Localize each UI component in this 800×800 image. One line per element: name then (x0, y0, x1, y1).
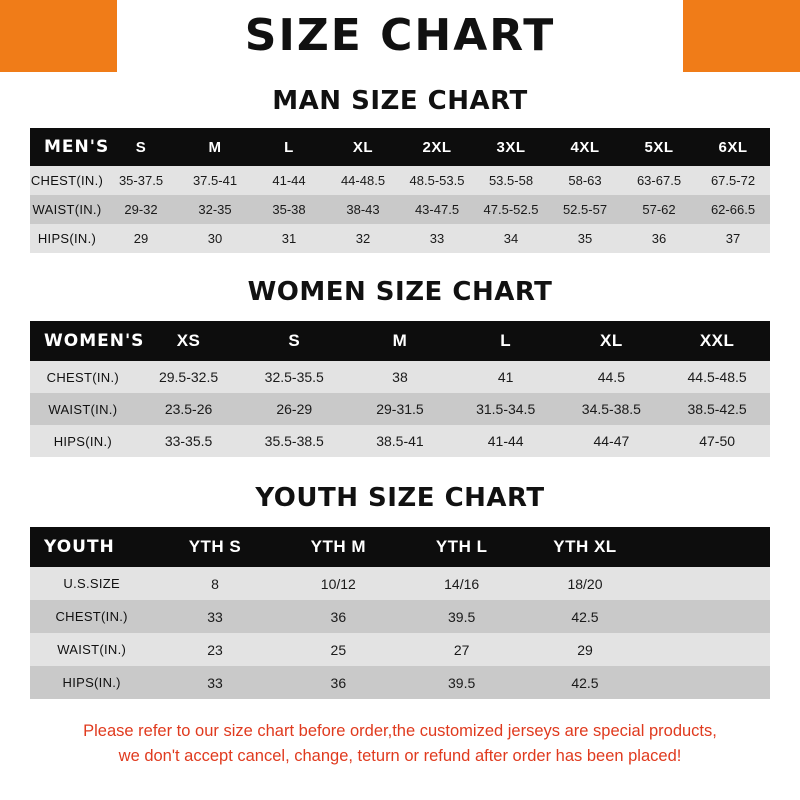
youth-corner-label: YOUTH (30, 527, 153, 567)
table-cell: 31 (252, 224, 326, 253)
man-col-m: M (178, 128, 252, 166)
table-row (30, 425, 770, 457)
man-col-4xl: 4XL (548, 128, 622, 166)
women-col-xs: XS (136, 321, 242, 361)
table-cell: 37.5-41 (178, 166, 252, 195)
women-col-xxl: XXL (664, 321, 770, 361)
table-cell: 57-62 (622, 195, 696, 224)
women-col-l: L (453, 321, 559, 361)
women-row-label-chest: CHEST(IN.) (30, 361, 136, 393)
table-cell-spacer (647, 600, 770, 633)
youth-chart-wrap (0, 527, 800, 699)
table-cell: 25 (277, 633, 400, 666)
table-cell: 52.5-57 (548, 195, 622, 224)
table-cell: 18/20 (523, 567, 646, 600)
table-cell: 33 (400, 224, 474, 253)
table-cell: 37 (696, 224, 770, 253)
man-col-l: L (252, 128, 326, 166)
table-cell-spacer (647, 567, 770, 600)
table-cell: 33-35.5 (136, 425, 242, 457)
table-cell-spacer (647, 666, 770, 699)
table-cell: 27 (400, 633, 523, 666)
women-col-m: M (347, 321, 453, 361)
women-corner-label: WOMEN'S (30, 321, 136, 361)
table-cell: 31.5-34.5 (453, 393, 559, 425)
table-cell: 38.5-41 (347, 425, 453, 457)
table-cell: 29 (104, 224, 178, 253)
table-cell: 32.5-35.5 (241, 361, 347, 393)
header-banner (0, 0, 800, 72)
man-col-xl: XL (326, 128, 400, 166)
women-row-label-waist: WAIST(IN.) (30, 393, 136, 425)
table-cell: 38-43 (326, 195, 400, 224)
table-row (30, 666, 770, 699)
table-cell: 44-47 (559, 425, 665, 457)
table-row (30, 567, 770, 600)
table-row (30, 224, 770, 253)
table-cell: 44.5-48.5 (664, 361, 770, 393)
table-header-row (30, 321, 770, 361)
table-cell: 38 (347, 361, 453, 393)
table-cell: 41 (453, 361, 559, 393)
table-cell: 35-37.5 (104, 166, 178, 195)
table-cell: 35-38 (252, 195, 326, 224)
youth-table-header (30, 527, 770, 567)
table-row (30, 195, 770, 224)
table-cell: 62-66.5 (696, 195, 770, 224)
table-cell: 47-50 (664, 425, 770, 457)
page-title: SIZE CHART (244, 10, 556, 61)
table-row (30, 633, 770, 666)
man-col-s: S (104, 128, 178, 166)
table-cell: 29.5-32.5 (136, 361, 242, 393)
table-cell: 14/16 (400, 567, 523, 600)
man-size-table (30, 128, 770, 253)
table-cell: 29-32 (104, 195, 178, 224)
table-row (30, 600, 770, 633)
man-row-label-waist: WAIST(IN.) (30, 195, 104, 224)
youth-col-s: YTH S (153, 527, 276, 567)
man-col-2xl: 2XL (400, 128, 474, 166)
women-row-label-hips: HIPS(IN.) (30, 425, 136, 457)
women-chart-wrap (0, 321, 800, 457)
man-row-label-chest: CHEST(IN.) (30, 166, 104, 195)
table-header-row (30, 527, 770, 567)
man-corner-label: MEN'S (30, 128, 104, 166)
table-cell: 44.5 (559, 361, 665, 393)
table-cell: 48.5-53.5 (400, 166, 474, 195)
table-cell: 35 (548, 224, 622, 253)
table-cell: 42.5 (523, 666, 646, 699)
table-row (30, 361, 770, 393)
man-col-5xl: 5XL (622, 128, 696, 166)
table-cell: 33 (153, 666, 276, 699)
youth-row-label-hips: HIPS(IN.) (30, 666, 153, 699)
table-cell: 38.5-42.5 (664, 393, 770, 425)
table-cell: 43-47.5 (400, 195, 474, 224)
youth-col-m: YTH M (277, 527, 400, 567)
youth-col-l: YTH L (400, 527, 523, 567)
youth-row-label-ussize: U.S.SIZE (30, 567, 153, 600)
table-cell: 10/12 (277, 567, 400, 600)
header-banner-inner (117, 0, 683, 72)
table-header-row (30, 128, 770, 166)
note-line-1: Please refer to our size chart before order,the customized jerseys are special products, (83, 722, 717, 740)
youth-row-label-chest: CHEST(IN.) (30, 600, 153, 633)
table-cell: 33 (153, 600, 276, 633)
man-table-header (30, 128, 770, 166)
women-col-s: S (241, 321, 347, 361)
note-line-2: we don't accept cancel, change, teturn or refund after order has been placed! (118, 746, 682, 765)
table-cell: 63-67.5 (622, 166, 696, 195)
youth-section-title: YOUTH SIZE CHART (255, 483, 545, 513)
table-cell-spacer (647, 633, 770, 666)
table-cell: 39.5 (400, 666, 523, 699)
table-cell: 8 (153, 567, 276, 600)
women-section-title: WOMEN SIZE CHART (247, 277, 553, 307)
table-cell: 32 (326, 224, 400, 253)
man-col-6xl: 6XL (696, 128, 770, 166)
table-cell: 44-48.5 (326, 166, 400, 195)
women-size-table (30, 321, 770, 457)
table-cell: 30 (178, 224, 252, 253)
table-cell: 41-44 (453, 425, 559, 457)
table-cell: 36 (277, 600, 400, 633)
table-cell: 26-29 (241, 393, 347, 425)
table-cell: 36 (622, 224, 696, 253)
table-cell: 34 (474, 224, 548, 253)
table-cell: 35.5-38.5 (241, 425, 347, 457)
table-cell: 53.5-58 (474, 166, 548, 195)
man-col-3xl: 3XL (474, 128, 548, 166)
youth-row-label-waist: WAIST(IN.) (30, 633, 153, 666)
youth-col-xl: YTH XL (523, 527, 646, 567)
table-cell: 67.5-72 (696, 166, 770, 195)
table-row (30, 166, 770, 195)
youth-size-table (30, 527, 770, 699)
table-cell: 58-63 (548, 166, 622, 195)
table-cell: 23.5-26 (136, 393, 242, 425)
table-cell: 29 (523, 633, 646, 666)
table-cell: 36 (277, 666, 400, 699)
man-section-title: MAN SIZE CHART (272, 86, 528, 116)
table-cell: 34.5-38.5 (559, 393, 665, 425)
women-col-xl: XL (559, 321, 665, 361)
table-cell: 39.5 (400, 600, 523, 633)
man-table-body (30, 166, 770, 253)
youth-table-body (30, 567, 770, 699)
youth-col-spacer (647, 527, 770, 567)
women-table-header (30, 321, 770, 361)
table-cell: 41-44 (252, 166, 326, 195)
table-cell: 47.5-52.5 (474, 195, 548, 224)
return-policy-note (0, 719, 800, 769)
table-row (30, 393, 770, 425)
table-cell: 42.5 (523, 600, 646, 633)
man-row-label-hips: HIPS(IN.) (30, 224, 104, 253)
table-cell: 29-31.5 (347, 393, 453, 425)
table-cell: 32-35 (178, 195, 252, 224)
women-table-body (30, 361, 770, 457)
table-cell: 23 (153, 633, 276, 666)
man-chart-wrap (0, 128, 800, 253)
